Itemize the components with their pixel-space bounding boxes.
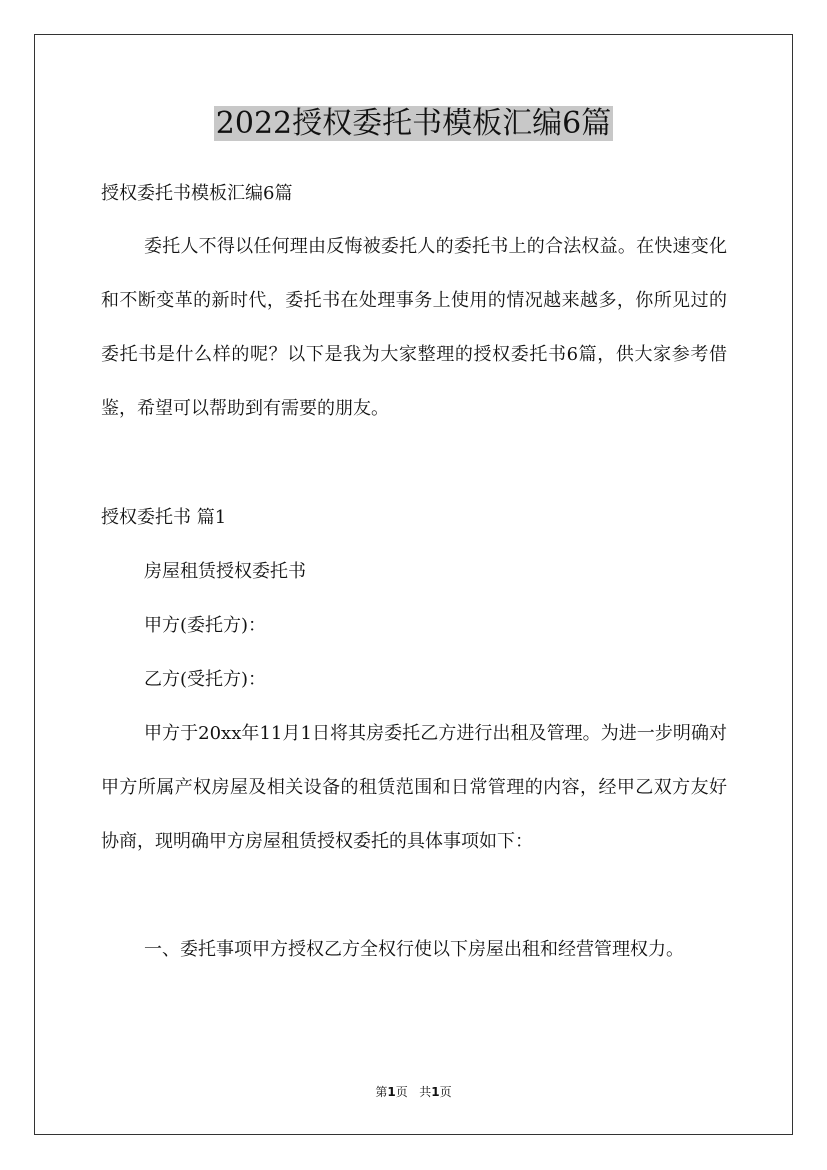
section-heading: 授权委托书 篇1 — [101, 507, 227, 528]
party-b-line: 乙方(受托方)： — [144, 669, 267, 690]
document-title-text: 2022授权委托书模板汇编6篇 — [215, 106, 612, 141]
total-pages: 1 — [431, 1085, 440, 1099]
document-title — [0, 104, 827, 144]
section-title: 房屋租赁授权委托书 — [144, 561, 306, 582]
body-paragraph: 甲方于20xx年11月1日将其房委托乙方进行出租及管理。为进一步明确对甲方所属产权房屋及相关设备的租赁范围和日常管理的内容，经甲乙双方友好协商，现明确甲方房屋租赁授权委托的具体事项如下： — [101, 723, 727, 852]
document-subtitle: 授权委托书模板汇编6篇 — [101, 183, 293, 204]
page-suffix: 页 — [395, 1085, 408, 1099]
body-paragraph: 一、委托事项甲方授权乙方全权行使以下房屋出租和经营管理权力。 — [144, 939, 684, 960]
total-prefix: 共 — [419, 1085, 432, 1099]
page-prefix: 第 — [375, 1085, 388, 1099]
intro-paragraph: 委托人不得以任何理由反悔被委托人的委托书上的合法权益。在快速变化和不断变革的新时代，委托书在处理事务上使用的情况越来越多，你所见过的委托书是什么样的呢？以下是我为大家整理的授权委托书6篇，供大家参考借鉴，希望可以帮助到有需要的朋友。 — [101, 236, 727, 419]
page-footer — [0, 1084, 827, 1100]
total-suffix: 页 — [439, 1085, 452, 1099]
page-number: 1 — [387, 1085, 396, 1099]
party-a-line: 甲方(委托方)： — [144, 615, 267, 636]
